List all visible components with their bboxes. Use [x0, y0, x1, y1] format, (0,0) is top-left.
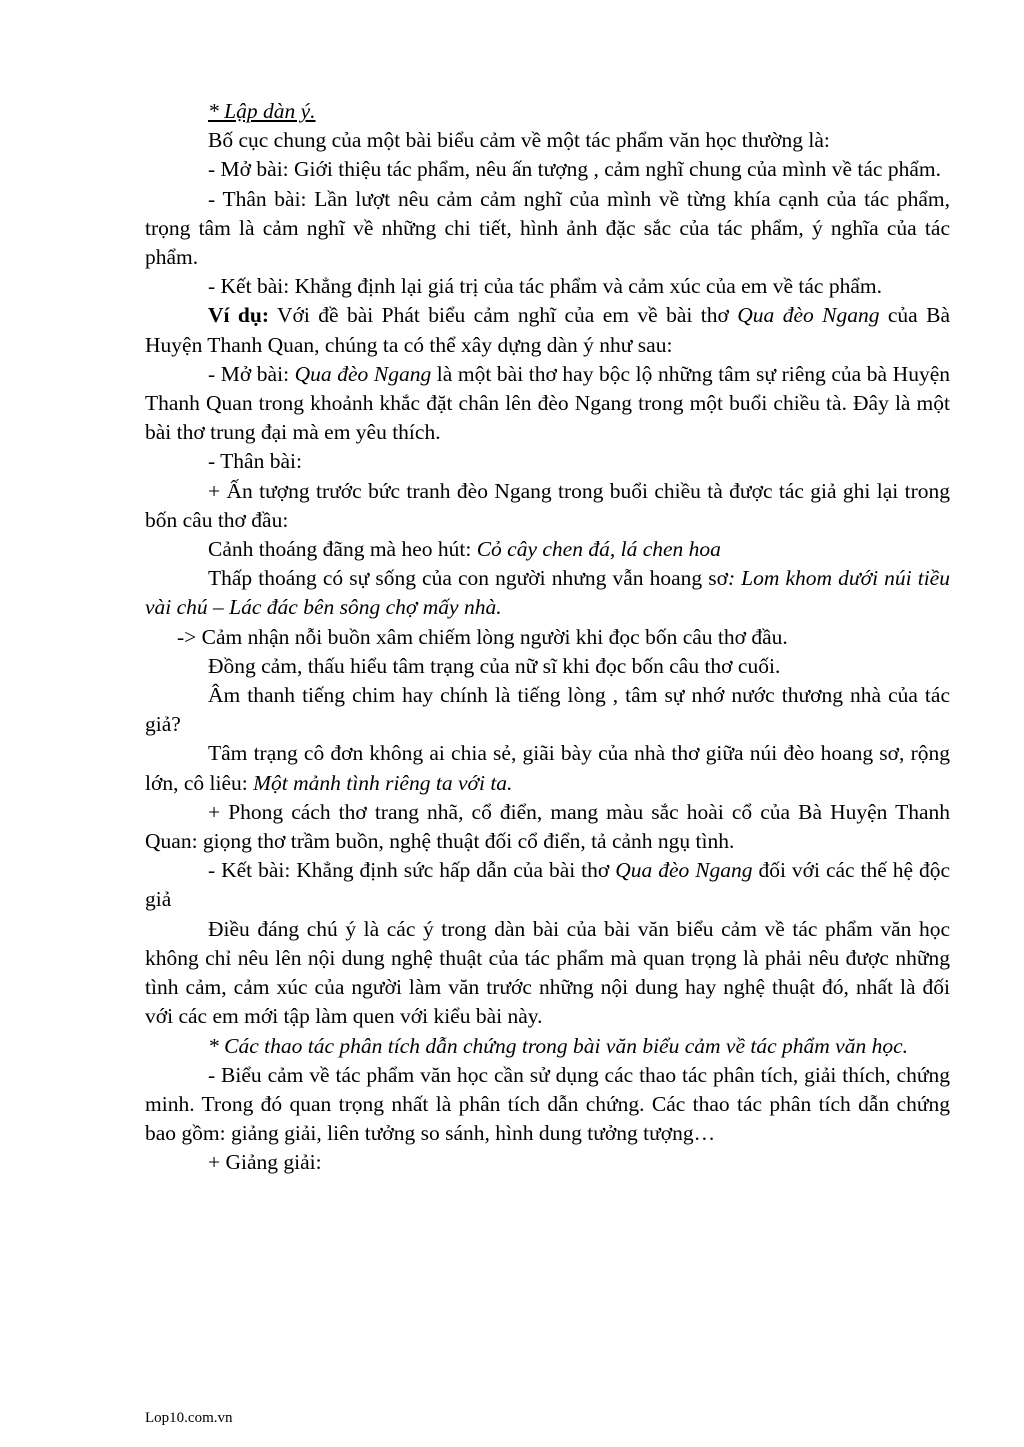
poem-title: Qua đèo Ngang: [615, 858, 753, 883]
paragraph-intro: - Mở bài: Giới thiệu tác phẩm, nêu ấn tượng , cảm nghĩ chung của mình về tác phẩm.: [208, 157, 941, 182]
poem-quote: : Lom khom dưới núi tiều vài chú – Lác đác bên sông chợ mấy nhà.: [145, 566, 950, 620]
example-label: Ví dụ:: [208, 303, 269, 328]
paragraph-body: - Thân bài: Lần lượt nêu cảm cảm nghĩ của mình về từng khía cạnh của tác phẩm, trọng tâm là cảm nghĩ về những chi tiết, hình ảnh đặc sắc của tác phẩm, ý nghĩa của tác phẩm.: [145, 186, 950, 270]
poem-quote: Cỏ cây chen đá, lá chen hoa: [476, 537, 721, 562]
paragraph-loneliness: Tâm trạng cô đơn không ai chia sẻ, giãi bày của nhà thơ giữa núi đèo hoang sơ, rộng lớn, cô liêu: Một mảnh tình riêng ta với ta.: [145, 741, 950, 795]
paragraph-structure: Bố cục chung của một bài biểu cảm về một tác phẩm văn học thường là:: [208, 128, 830, 153]
document-body: [145, 97, 950, 1178]
footer-site: Lop10.com.vn: [145, 1410, 233, 1426]
paragraph-example: Ví dụ: Với đề bài Phát biểu cảm nghĩ của em về bài thơ Qua đèo Ngang của Bà Huyện Thanh Quan, chúng ta có thể xây dựng dàn ý như sau:: [145, 303, 951, 357]
paragraph-sound: Âm thanh tiếng chim hay chính là tiếng lòng , tâm sự nhớ nước thương nhà của tác giả?: [145, 683, 950, 737]
paragraph-conclusion: - Kết bài: Khẳng định lại giá trị của tác phẩm và cảm xúc của em về tác phẩm.: [208, 274, 882, 299]
section-heading-analysis: * Các thao tác phân tích dẫn chứng trong bài văn biểu cảm về tác phẩm văn học.: [208, 1033, 908, 1058]
poem-title: Qua đèo Ngang: [294, 361, 432, 386]
paragraph-life: Thấp thoáng có sự sống của con người nhưng vẫn hoang sơ: Lom khom dưới núi tiều vài chú – Lác đác bên sông chợ mấy nhà.: [145, 566, 950, 620]
paragraph-example-body-label: - Thân bài:: [208, 449, 302, 474]
poem-quote: Một mảnh tình riêng ta với ta.: [253, 770, 513, 795]
paragraph-impression: + Ấn tượng trước bức tranh đèo Ngang trong buổi chiều tà được tác giả ghi lại trong bốn câu thơ đầu:: [145, 478, 950, 532]
paragraph-analysis: - Biểu cảm về tác phẩm văn học cần sử dụng các thao tác phân tích, giải thích, chứng minh. Trong đó quan trọng nhất là phân tích dẫn chứng. Các thao tác phân tích dẫn chứng bao gồm: giảng giải, liên tưởng so sánh, hình dung tưởng tượng…: [145, 1062, 950, 1146]
paragraph-explanation-label: + Giảng giải:: [208, 1150, 322, 1175]
poem-title: Qua đèo Ngang: [737, 303, 880, 328]
section-heading-outline: * Lập dàn ý.: [208, 99, 316, 123]
paragraph-empathy: Đồng cảm, thấu hiểu tâm trạng của nữ sĩ khi đọc bốn câu thơ cuối.: [208, 653, 781, 678]
paragraph-example-intro: - Mở bài: Qua đèo Ngang là một bài thơ hay bộc lộ những tâm sự riêng của bà Huyện Thanh Quan trong khoảnh khắc đặt chân lên đèo Ngang trong một buổi chiều tà. Đây là một bài thơ trung đại mà em yêu thích.: [145, 361, 950, 445]
paragraph-example-conclusion: - Kết bài: Khẳng định sức hấp dẫn của bài thơ Qua đèo Ngang đối với các thế hệ độc giả: [145, 858, 951, 912]
paragraph-scene: Cảnh thoáng đãng mà heo hút: Cỏ cây chen đá, lá chen hoa: [208, 537, 721, 562]
paragraph-arrow: -> Cảm nhận nỗi buồn xâm chiếm lòng người khi đọc bốn câu thơ đầu.: [177, 624, 788, 649]
paragraph-style: + Phong cách thơ trang nhã, cổ điển, mang màu sắc hoài cổ của Bà Huyện Thanh Quan: giọng thơ trầm buồn, nghệ thuật đối cổ điển, tả cảnh ngụ tình.: [145, 799, 950, 854]
paragraph-note: Điều đáng chú ý là các ý trong dàn bài của bài văn biểu cảm về tác phẩm văn học không chỉ nêu lên nội dung nghệ thuật của tác phẩm mà quan trọng là phải nêu được những tình cảm, cảm xúc của người làm văn trước những nội dung hay nghệ thuật đó, nhất là đối với các em mới tập làm quen với kiểu bài này.: [145, 916, 950, 1029]
